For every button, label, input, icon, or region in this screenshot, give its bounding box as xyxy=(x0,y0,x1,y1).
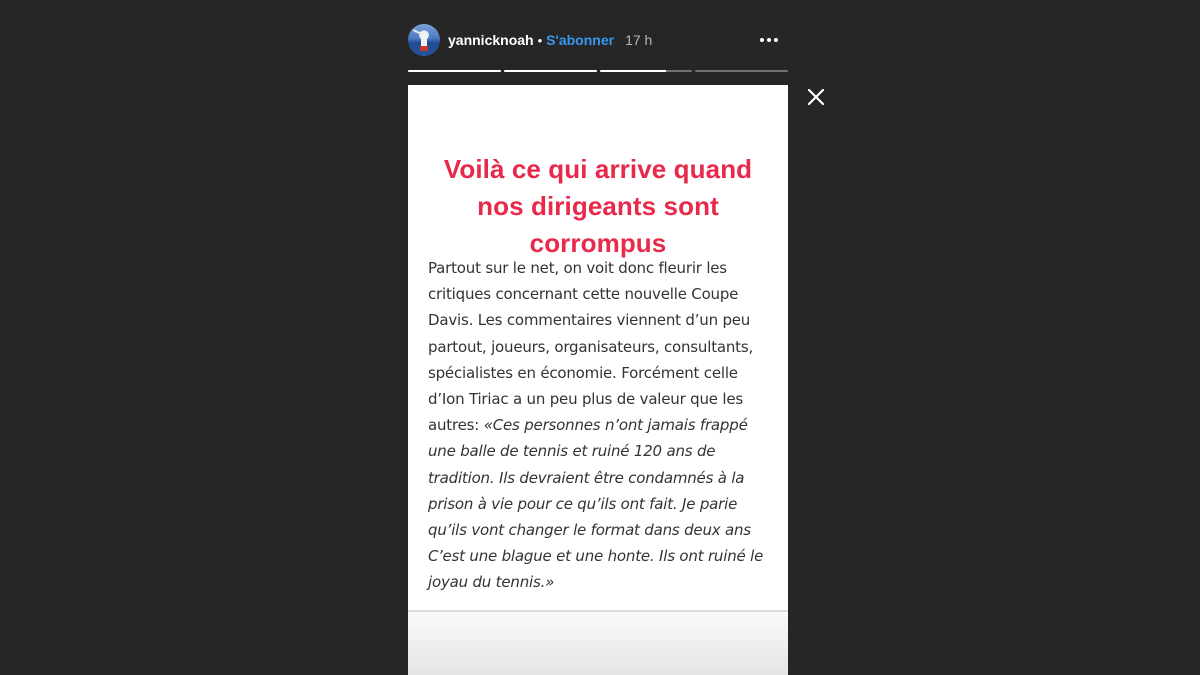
article-text: Partout sur le net, on voit donc fleurir les critiques concernant cette nouvelle Coupe Davis. Les commentaires viennent d’un peu partout, joueurs, organisateurs, consultants, spécialistes en économie. Forcément celle d’Ion Tiriac a un peu plus de valeur que les autres: xyxy=(428,259,754,435)
username-link[interactable]: yannicknoah xyxy=(448,32,534,48)
progress-segment-3 xyxy=(600,70,693,72)
progress-segment-4 xyxy=(695,70,788,72)
progress-segment-1 xyxy=(408,70,501,72)
headline-line-1: Voilà ce qui arrive quand xyxy=(443,154,753,184)
avatar-figure-shorts xyxy=(420,46,428,51)
more-horizontal-icon-dot xyxy=(767,38,771,42)
article-quote: «Ces personnes n’ont jamais frappé une balle de tennis et ruiné 120 ans de tradition. Ils devraient être condamnés à la prison à vie pour ce qu’ils ont fait. Je parie qu’ils vont changer le format dans deux ans C’est une blague et une honte. Ils ont ruiné le joyau du tennis.» xyxy=(428,416,764,592)
more-horizontal-icon-dot xyxy=(774,38,778,42)
progress-segment-2 xyxy=(504,70,597,72)
close-button[interactable] xyxy=(805,86,827,108)
story-progress-bar xyxy=(408,70,788,73)
article-body xyxy=(428,255,778,596)
headline-line-2: nos dirigeants sont xyxy=(477,191,719,221)
card-footer xyxy=(408,610,788,675)
headline-line-3: corrompus xyxy=(529,228,667,258)
story-card[interactable] xyxy=(408,85,788,675)
close-icon xyxy=(805,86,827,108)
story-header xyxy=(408,22,788,58)
avatar[interactable] xyxy=(408,24,440,56)
timestamp: 17 h xyxy=(625,32,653,48)
separator-dot: • xyxy=(537,32,543,48)
more-horizontal-icon xyxy=(760,38,764,42)
follow-button[interactable]: S'abonner xyxy=(546,32,615,48)
headline xyxy=(408,151,788,262)
more-options-button[interactable] xyxy=(760,32,778,48)
